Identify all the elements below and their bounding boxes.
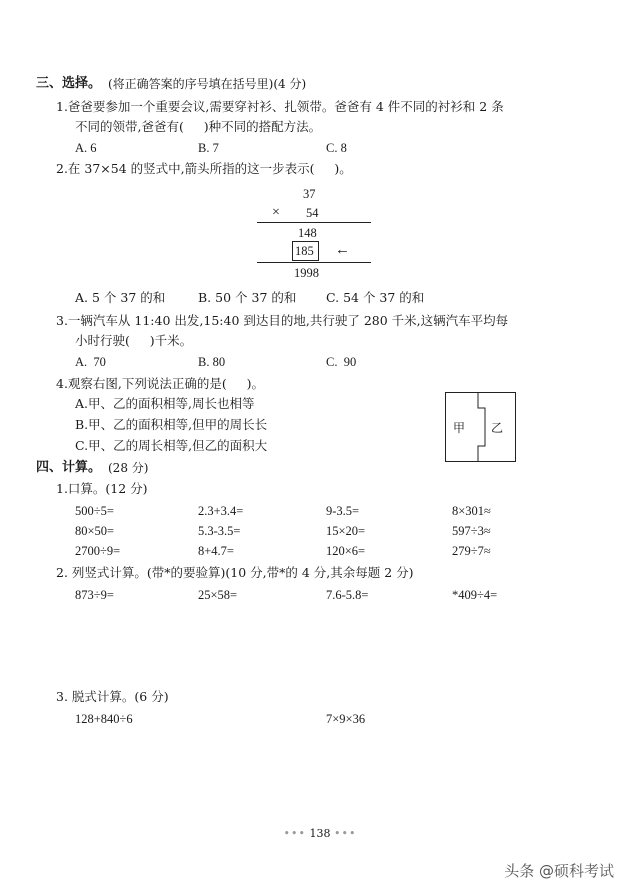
oral-item: 9-3.5= [326, 504, 360, 518]
section3-instruction: (将正确答案的序号填在括号里)(4 分) [108, 77, 307, 91]
watermark: 头条 @硕科考试 [504, 862, 614, 880]
q3-option-c: C. 90 [326, 355, 357, 369]
page-number-footer [0, 827, 640, 840]
oral-item: 8×301≈ [452, 504, 491, 518]
mult-line-2 [257, 262, 371, 263]
oral-item: 597÷3≈ [452, 524, 491, 538]
mult-top-number: 37 [303, 187, 316, 201]
vertical-item: 25×58= [198, 588, 238, 602]
vertical-calc-title: 2. 列竖式计算。(带*的要验算)(10 分,带*的 4 分,其余每题 2 分) [56, 565, 414, 580]
oral-item: 500÷5= [75, 504, 114, 518]
q2-option-c: C. 54 个 37 的和 [326, 290, 425, 305]
figure-label-jia: 甲 [453, 421, 466, 435]
q3-option-b: B. 80 [198, 355, 226, 369]
oral-item: 8+4.7= [198, 544, 234, 558]
vertical-item: *409÷4= [452, 588, 498, 602]
mult-sign: × [272, 205, 280, 220]
q2-option-a: A. 5 个 37 的和 [75, 290, 166, 305]
oral-item: 15×20= [326, 524, 366, 538]
q1-line2: 不同的领带,爸爸有( )种不同的搭配方法。 [75, 119, 322, 134]
figure-label-yi: 乙 [491, 421, 504, 435]
q1-option-b: B. 7 [198, 141, 219, 155]
q3-option-a: A. 70 [75, 355, 106, 369]
q1-option-a: A. 6 [75, 141, 97, 155]
oral-item: 2.3+3.4= [198, 504, 244, 518]
arrow-left-icon: ← [335, 242, 350, 258]
oral-item: 80×50= [75, 524, 115, 538]
q2-option-b: B. 50 个 37 的和 [198, 290, 297, 305]
dots-left-icon: ••• [283, 827, 306, 840]
q1-line1: 1.爸爸要参加一个重要会议,需要穿衬衫、扎领带。爸爸有 4 件不同的衬衫和 2 条 [56, 99, 504, 114]
stepwise-item: 128+840÷6 [75, 712, 133, 726]
mult-line-1 [257, 222, 371, 223]
partial-product-2: 185 [295, 244, 314, 258]
q2-text: 2.在 37×54 的竖式中,箭头所指的这一步表示( )。 [56, 161, 352, 176]
oral-item: 2700÷9= [75, 544, 121, 558]
mult-bottom-number: 54 [306, 206, 319, 220]
section4-title: 四、计算。 [36, 460, 102, 475]
vertical-item: 873÷9= [75, 588, 114, 602]
section4-score: (28 分) [108, 461, 149, 475]
q4-option-c: C.甲、乙的周长相等,但乙的面积大 [75, 438, 268, 453]
stepwise-calc-title: 3. 脱式计算。(6 分) [56, 689, 169, 704]
mult-result: 1998 [294, 266, 319, 280]
q4-text: 4.观察右图,下列说法正确的是( )。 [56, 376, 265, 391]
oral-item: 279÷7≈ [452, 544, 491, 558]
oral-calc-title: 1.口算。(12 分) [56, 481, 148, 496]
q1-option-c: C. 8 [326, 141, 347, 155]
stepwise-item: 7×9×36 [326, 712, 366, 726]
section3-title: 三、选择。 [36, 76, 102, 91]
page-number: 138 [309, 827, 331, 840]
q3-line1: 3.一辆汽车从 11:40 出发,15:40 到达目的地,共行驶了 280 千米,这辆汽车平均每 [56, 313, 509, 328]
oral-item: 5.3-3.5= [198, 524, 241, 538]
q4-option-b: B.甲、乙的面积相等,但甲的周长长 [75, 417, 268, 432]
partial-product-1: 148 [298, 226, 317, 240]
vertical-item: 7.6-5.8= [326, 588, 369, 602]
q3-line2: 小时行驶( )千米。 [75, 333, 193, 348]
q4-option-a: A.甲、乙的面积相等,周长也相等 [75, 396, 255, 411]
dots-right-icon: ••• [334, 827, 357, 840]
oral-item: 120×6= [326, 544, 366, 558]
